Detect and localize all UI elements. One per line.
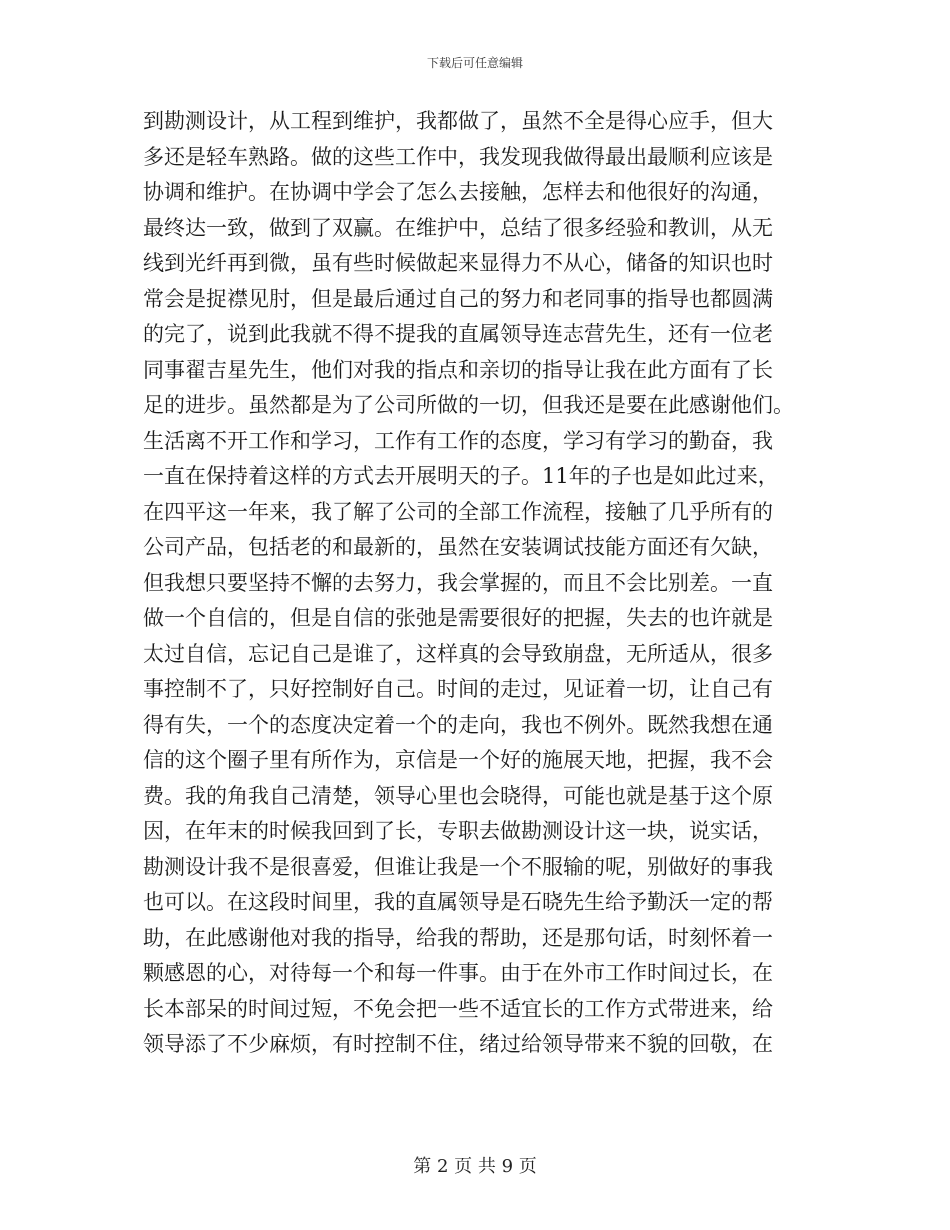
page-header: 下载后可任意编辑 <box>426 56 523 70</box>
body-line: 助，在此感谢他对我的指导，给我的帮助，还是那句话，时刻怀着一 <box>143 925 773 950</box>
body-line: 公司产品，包括老的和最新的，虽然在安装调试技能方面还有欠缺， <box>143 535 773 559</box>
page-footer: 第 2 页 共 9 页 <box>413 1156 537 1177</box>
body-line: 常会是捉襟见肘，但是最后通过自己的努力和老同事的指导也都圆满 <box>143 286 773 311</box>
body-line: 足的进步。虽然都是为了公司所做的一切，但我还是要在此感谢他们。 <box>143 393 794 417</box>
body-line: 费。我的角我自己清楚，领导心里也会晓得，可能也就是基于这个原 <box>143 783 773 808</box>
body-line: 一直在保持着这样的方式去开展明天的子。11年的子也是如此过来， <box>143 464 779 488</box>
body-line: 做一个自信的，但是自信的张弛是需要很好的把握，失去的也许就是 <box>143 606 773 630</box>
document-body <box>143 104 813 1063</box>
body-line: 但我想只要坚持不懈的去努力，我会掌握的，而且不会比别差。一直 <box>143 570 773 595</box>
body-line: 太过自信，忘记自己是谁了，这样真的会导致崩盘，无所适从，很多 <box>143 641 773 666</box>
body-line: 最终达一致，做到了双赢。在维护中，总结了很多经验和教训，从无 <box>143 215 773 240</box>
body-line: 因，在年末的时候我回到了长，专职去做勘测设计这一块，说实话， <box>143 819 773 843</box>
body-line: 颗感恩的心，对待每一个和每一件事。由于在外市工作时间过长，在 <box>143 961 773 985</box>
body-line: 多还是轻车熟路。做的这些工作中，我发现我做得最出最顺利应该是 <box>143 144 773 169</box>
body-line: 长本部呆的时间过短，不免会把一些不适宜长的工作方式带进来，给 <box>143 996 773 1021</box>
body-line: 在四平这一年来，我了解了公司的全部工作流程，接触了几乎所有的 <box>143 499 773 524</box>
body-line: 得有失，一个的态度决定着一个的走向，我也不例外。既然我想在通 <box>143 712 773 737</box>
body-line: 领导添了不少麻烦，有时控制不住，绪过给领导带来不貌的回敬，在 <box>143 1032 773 1056</box>
body-line: 到勘测设计，从工程到维护，我都做了，虽然不全是得心应手，但大 <box>143 109 773 133</box>
body-line: 同事翟吉星先生，他们对我的指点和亲切的指导让我在此方面有了长 <box>143 357 773 382</box>
body-line: 也可以。在这段时间里，我的直属领导是石晓先生给予勤沃一定的帮 <box>143 890 773 914</box>
body-line: 线到光纤再到微，虽有些时候做起来显得力不从心，储备的知识也时 <box>143 251 773 275</box>
body-line: 协调和维护。在协调中学会了怎么去接触，怎样去和他很好的沟通， <box>143 180 773 204</box>
body-line: 生活离不开工作和学习，工作有工作的态度，学习有学习的勤奋，我 <box>143 428 773 453</box>
body-line: 的完了，说到此我就不得不提我的直属领导连志营先生，还有一位老 <box>143 322 773 346</box>
body-line: 勘测设计我不是很喜爱，但谁让我是一个不服输的呢，别做好的事我 <box>143 854 773 879</box>
body-line: 信的这个圈子里有所作为，京信是一个好的施展天地，把握，我不会 <box>143 748 773 772</box>
body-line: 事控制不了，只好控制好自己。时间的走过，见证着一切，让自己有 <box>143 677 773 701</box>
